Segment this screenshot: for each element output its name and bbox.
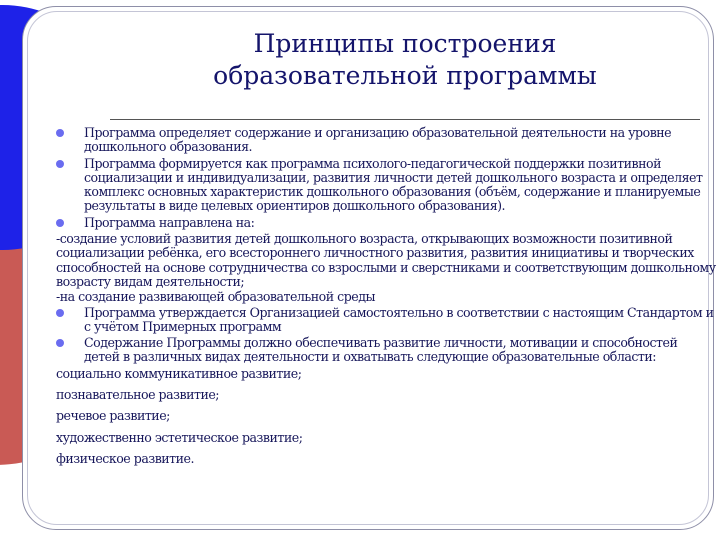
slide-title [160,28,650,92]
bullet-text: Программа утверждается Организацией самостоятельно в соответствии с настоящим Стандартом и с учётом Примерных программ [84,304,714,334]
list-item [56,336,716,365]
list-item [56,306,716,335]
list-item [56,126,716,155]
aim-text: -на создание развивающей образовательной среды [56,289,375,305]
bullet-text: Программа направлена на: [84,214,255,230]
bullet-icon [56,129,64,137]
area-text: физическое развитие. [56,450,194,466]
slide-body [56,126,716,473]
aim-text: -создание условий развития детей дошкольного возраста, открывающих возможности позитивной социализации ребёнка, его всестороннего личностного развития, развития инициативы и творческих способностей на основе сотрудничества со взрослыми и сверстниками и соответствующим дошкольному возрасту видам деятельности; [56,231,716,289]
bullet-icon [56,339,64,347]
title-line-2: образовательной программы [213,61,597,90]
bullet-text: Программа определяет содержание и организацию образовательной деятельности на уровне дошкольного образования. [84,125,672,155]
title-line-1: Принципы построения [253,29,557,58]
bullet-text: Содержание Программы должно обеспечивать развитие личности, мотивации и способностей детей в различных видах деятельности и охватывать следующие образовательные области: [84,335,678,365]
list-item [56,157,716,214]
bullet-icon [56,309,64,317]
bullet-icon [56,219,64,227]
area-text: познавательное развитие; [56,387,220,403]
bullet-icon [56,160,64,168]
bullet-text: Программа формируется как программа психолого-педагогической поддержки позитивной социализации и индивидуализации, развития личности детей дошкольного возраста и определяет комплекс основных характеристик дошкольного образования (объём, содержание и планируемые результаты в виде целевых ориентиров дошкольного образования). [84,155,703,214]
area-text: социально коммуникативное развитие; [56,365,302,381]
list-item [56,216,716,230]
area-text: речевое развитие; [56,408,170,424]
area-text: художественно эстетическое развитие; [56,429,303,445]
title-divider [110,119,700,120]
